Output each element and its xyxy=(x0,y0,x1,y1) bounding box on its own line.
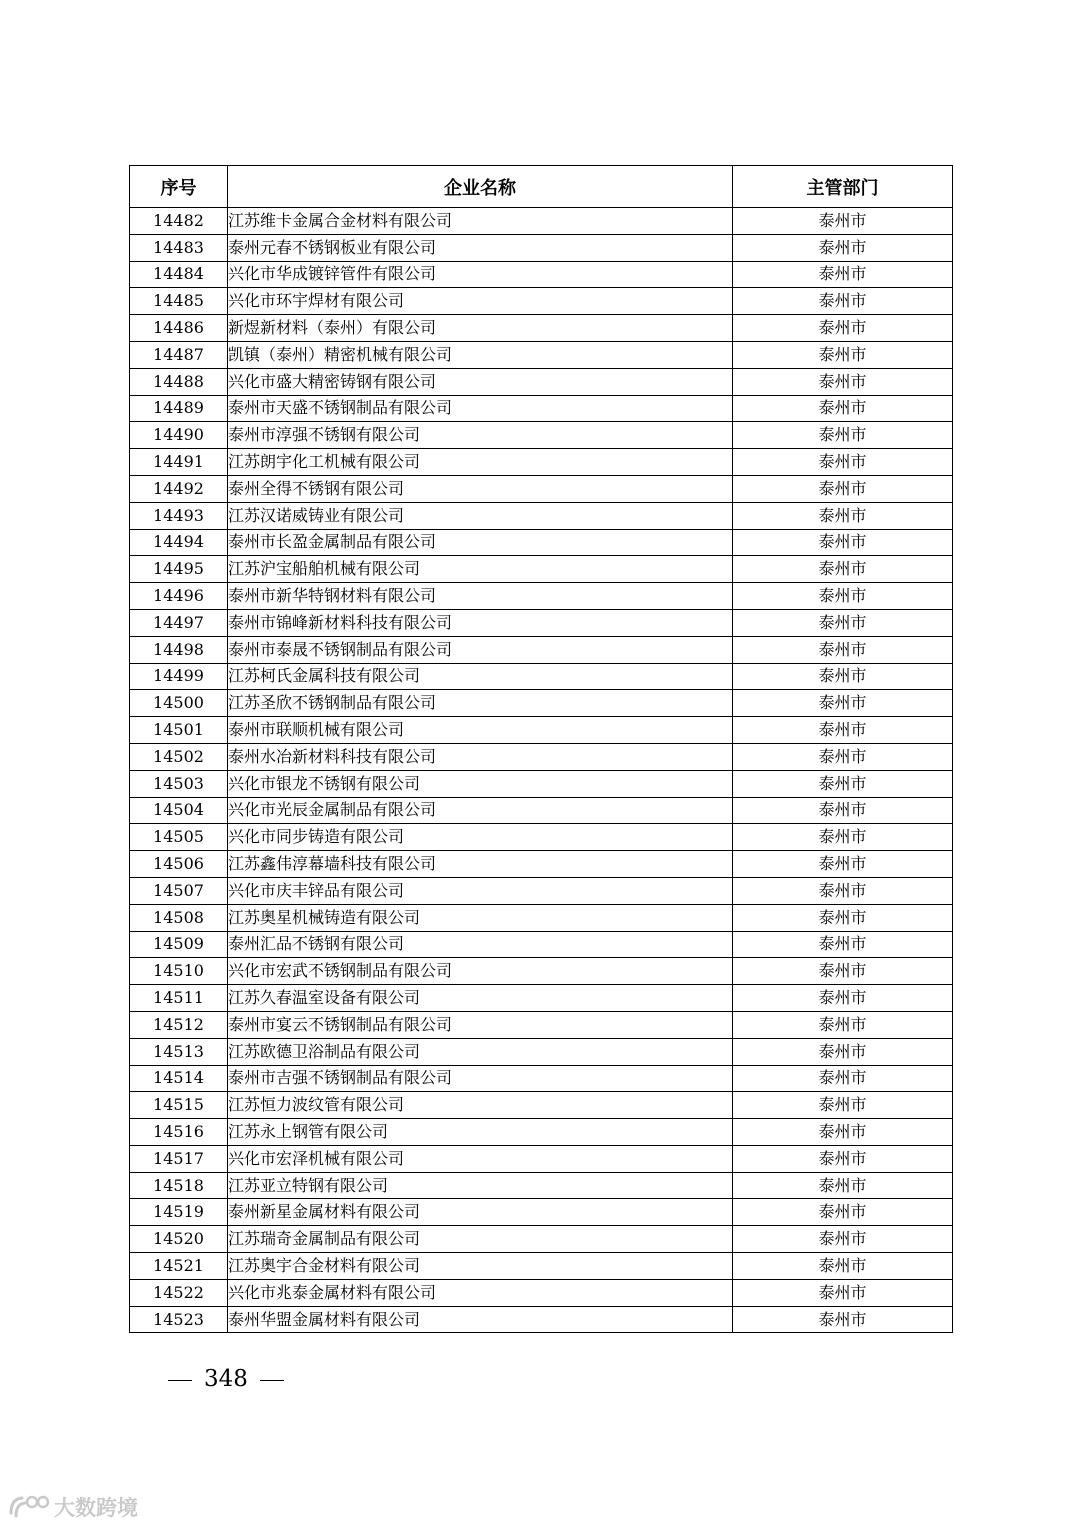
table-row xyxy=(130,636,953,663)
cell-company-name: 兴化市宏武不锈钢制品有限公司 xyxy=(228,958,733,985)
cell-serial-number: 14514 xyxy=(130,1065,228,1092)
cell-company-name: 凯镇（泰州）精密机械有限公司 xyxy=(228,341,733,368)
cell-department: 泰州市 xyxy=(733,583,953,610)
cell-department: 泰州市 xyxy=(733,851,953,878)
cell-company-name: 泰州市天盛不锈钢制品有限公司 xyxy=(228,395,733,422)
cell-serial-number: 14486 xyxy=(130,315,228,342)
enterprise-table xyxy=(129,165,953,1333)
table-row xyxy=(130,1172,953,1199)
cell-serial-number: 14487 xyxy=(130,341,228,368)
cell-company-name: 江苏圣欣不锈钢制品有限公司 xyxy=(228,690,733,717)
cell-serial-number: 14496 xyxy=(130,583,228,610)
cell-department: 泰州市 xyxy=(733,1172,953,1199)
table-row xyxy=(130,475,953,502)
cell-company-name: 江苏维卡金属合金材料有限公司 xyxy=(228,208,733,235)
cell-department: 泰州市 xyxy=(733,529,953,556)
cell-company-name: 兴化市盛大精密铸钢有限公司 xyxy=(228,368,733,395)
table-row xyxy=(130,1011,953,1038)
cell-department: 泰州市 xyxy=(733,475,953,502)
cell-company-name: 江苏汉诺威铸业有限公司 xyxy=(228,502,733,529)
cell-serial-number: 14491 xyxy=(130,449,228,476)
table-row xyxy=(130,529,953,556)
cell-company-name: 江苏欧德卫浴制品有限公司 xyxy=(228,1038,733,1065)
cell-serial-number: 14507 xyxy=(130,877,228,904)
table-row xyxy=(130,1253,953,1280)
cell-serial-number: 14508 xyxy=(130,904,228,931)
cell-department: 泰州市 xyxy=(733,1065,953,1092)
table-row xyxy=(130,770,953,797)
cell-company-name: 江苏柯氏金属科技有限公司 xyxy=(228,663,733,690)
cell-company-name: 泰州水冶新材料科技有限公司 xyxy=(228,743,733,770)
cell-serial-number: 14513 xyxy=(130,1038,228,1065)
cell-serial-number: 14498 xyxy=(130,636,228,663)
cell-department: 泰州市 xyxy=(733,315,953,342)
cell-company-name: 江苏亚立特钢有限公司 xyxy=(228,1172,733,1199)
cell-serial-number: 14489 xyxy=(130,395,228,422)
table-row xyxy=(130,368,953,395)
cell-serial-number: 14501 xyxy=(130,717,228,744)
cell-company-name: 兴化市庆丰锌品有限公司 xyxy=(228,877,733,904)
table-header-row xyxy=(130,166,953,208)
cell-department: 泰州市 xyxy=(733,717,953,744)
cell-company-name: 江苏瑞奇金属制品有限公司 xyxy=(228,1226,733,1253)
cell-serial-number: 14512 xyxy=(130,1011,228,1038)
cell-company-name: 兴化市光辰金属制品有限公司 xyxy=(228,797,733,824)
table-row xyxy=(130,502,953,529)
table-row xyxy=(130,395,953,422)
cell-department: 泰州市 xyxy=(733,1253,953,1280)
cell-company-name: 江苏鑫伟淳幕墙科技有限公司 xyxy=(228,851,733,878)
cell-company-name: 泰州全得不锈钢有限公司 xyxy=(228,475,733,502)
cell-serial-number: 14510 xyxy=(130,958,228,985)
cell-company-name: 江苏恒力波纹管有限公司 xyxy=(228,1092,733,1119)
cell-serial-number: 14505 xyxy=(130,824,228,851)
cell-serial-number: 14503 xyxy=(130,770,228,797)
cell-serial-number: 14520 xyxy=(130,1226,228,1253)
cell-department: 泰州市 xyxy=(733,1145,953,1172)
table-body xyxy=(130,208,953,1333)
cell-company-name: 兴化市银龙不锈钢有限公司 xyxy=(228,770,733,797)
table-row xyxy=(130,288,953,315)
table-row xyxy=(130,877,953,904)
cell-department: 泰州市 xyxy=(733,422,953,449)
table-row xyxy=(130,931,953,958)
cell-company-name: 泰州市长盈金属制品有限公司 xyxy=(228,529,733,556)
cell-company-name: 兴化市兆泰金属材料有限公司 xyxy=(228,1279,733,1306)
cell-department: 泰州市 xyxy=(733,449,953,476)
cell-serial-number: 14500 xyxy=(130,690,228,717)
cell-serial-number: 14499 xyxy=(130,663,228,690)
table-row xyxy=(130,985,953,1012)
cell-company-name: 泰州市泰晟不锈钢制品有限公司 xyxy=(228,636,733,663)
table-row xyxy=(130,1279,953,1306)
cell-department: 泰州市 xyxy=(733,985,953,1012)
cell-company-name: 泰州新星金属材料有限公司 xyxy=(228,1199,733,1226)
table-row xyxy=(130,583,953,610)
cell-company-name: 泰州市联顺机械有限公司 xyxy=(228,717,733,744)
cell-serial-number: 14522 xyxy=(130,1279,228,1306)
cell-department: 泰州市 xyxy=(733,1011,953,1038)
cell-department: 泰州市 xyxy=(733,1092,953,1119)
cell-serial-number: 14517 xyxy=(130,1145,228,1172)
page-footer xyxy=(168,1366,284,1392)
cell-company-name: 泰州市锦峰新材料科技有限公司 xyxy=(228,609,733,636)
table-row xyxy=(130,1226,953,1253)
table-row xyxy=(130,1199,953,1226)
cell-serial-number: 14485 xyxy=(130,288,228,315)
cell-company-name: 新煜新材料（泰州）有限公司 xyxy=(228,315,733,342)
cell-serial-number: 14523 xyxy=(130,1306,228,1333)
cell-department: 泰州市 xyxy=(733,609,953,636)
table-row xyxy=(130,797,953,824)
table-row xyxy=(130,717,953,744)
cell-company-name: 江苏朗宇化工机械有限公司 xyxy=(228,449,733,476)
table-row xyxy=(130,824,953,851)
table-row xyxy=(130,341,953,368)
cell-serial-number: 14493 xyxy=(130,502,228,529)
cell-department: 泰州市 xyxy=(733,341,953,368)
table-row xyxy=(130,556,953,583)
cell-company-name: 江苏沪宝船舶机械有限公司 xyxy=(228,556,733,583)
header-serial-number: 序号 xyxy=(130,166,228,208)
cell-department: 泰州市 xyxy=(733,1226,953,1253)
cell-serial-number: 14492 xyxy=(130,475,228,502)
cell-serial-number: 14518 xyxy=(130,1172,228,1199)
cell-department: 泰州市 xyxy=(733,502,953,529)
cell-serial-number: 14494 xyxy=(130,529,228,556)
cell-company-name: 江苏久春温室设备有限公司 xyxy=(228,985,733,1012)
cell-serial-number: 14490 xyxy=(130,422,228,449)
table-row xyxy=(130,851,953,878)
table-row xyxy=(130,743,953,770)
cell-department: 泰州市 xyxy=(733,556,953,583)
table-row xyxy=(130,609,953,636)
cell-company-name: 泰州市淳强不锈钢有限公司 xyxy=(228,422,733,449)
watermark-text: 大数跨境 xyxy=(54,1496,138,1520)
cell-department: 泰州市 xyxy=(733,395,953,422)
cell-department: 泰州市 xyxy=(733,1279,953,1306)
cell-company-name: 泰州元春不锈钢板业有限公司 xyxy=(228,234,733,261)
cell-department: 泰州市 xyxy=(733,208,953,235)
table-row xyxy=(130,422,953,449)
cell-department: 泰州市 xyxy=(733,690,953,717)
table-row xyxy=(130,449,953,476)
table-row xyxy=(130,1092,953,1119)
cell-company-name: 兴化市华成镀锌管件有限公司 xyxy=(228,261,733,288)
table-row xyxy=(130,904,953,931)
table-row xyxy=(130,1119,953,1146)
cell-company-name: 泰州市吉强不锈钢制品有限公司 xyxy=(228,1065,733,1092)
cell-department: 泰州市 xyxy=(733,1119,953,1146)
cell-department: 泰州市 xyxy=(733,877,953,904)
cell-serial-number: 14495 xyxy=(130,556,228,583)
table-row xyxy=(130,234,953,261)
cell-company-name: 泰州市新华特钢材料有限公司 xyxy=(228,583,733,610)
cell-department: 泰州市 xyxy=(733,663,953,690)
cell-serial-number: 14483 xyxy=(130,234,228,261)
table-row xyxy=(130,663,953,690)
cell-serial-number: 14521 xyxy=(130,1253,228,1280)
cell-serial-number: 14504 xyxy=(130,797,228,824)
table-row xyxy=(130,261,953,288)
cell-serial-number: 14509 xyxy=(130,931,228,958)
cell-department: 泰州市 xyxy=(733,904,953,931)
cell-serial-number: 14482 xyxy=(130,208,228,235)
cell-company-name: 兴化市环宇焊材有限公司 xyxy=(228,288,733,315)
brand-logo-icon xyxy=(8,1493,50,1521)
cell-serial-number: 14484 xyxy=(130,261,228,288)
cell-department: 泰州市 xyxy=(733,743,953,770)
page-number: 348 xyxy=(204,1366,248,1392)
cell-department: 泰州市 xyxy=(733,288,953,315)
cell-serial-number: 14515 xyxy=(130,1092,228,1119)
cell-department: 泰州市 xyxy=(733,261,953,288)
cell-department: 泰州市 xyxy=(733,958,953,985)
table-row xyxy=(130,1065,953,1092)
cell-serial-number: 14497 xyxy=(130,609,228,636)
cell-serial-number: 14516 xyxy=(130,1119,228,1146)
cell-department: 泰州市 xyxy=(733,1306,953,1333)
cell-department: 泰州市 xyxy=(733,636,953,663)
cell-serial-number: 14506 xyxy=(130,851,228,878)
table-row xyxy=(130,208,953,235)
cell-department: 泰州市 xyxy=(733,797,953,824)
table-row xyxy=(130,1038,953,1065)
cell-department: 泰州市 xyxy=(733,770,953,797)
cell-department: 泰州市 xyxy=(733,824,953,851)
cell-serial-number: 14519 xyxy=(130,1199,228,1226)
cell-company-name: 兴化市同步铸造有限公司 xyxy=(228,824,733,851)
footer-dash-left xyxy=(168,1380,192,1381)
cell-department: 泰州市 xyxy=(733,234,953,261)
cell-company-name: 兴化市宏泽机械有限公司 xyxy=(228,1145,733,1172)
header-department: 主管部门 xyxy=(733,166,953,208)
table-row xyxy=(130,690,953,717)
cell-serial-number: 14511 xyxy=(130,985,228,1012)
cell-department: 泰州市 xyxy=(733,931,953,958)
table-row xyxy=(130,1145,953,1172)
header-company-name: 企业名称 xyxy=(228,166,733,208)
cell-company-name: 泰州汇品不锈钢有限公司 xyxy=(228,931,733,958)
cell-company-name: 江苏奥星机械铸造有限公司 xyxy=(228,904,733,931)
cell-department: 泰州市 xyxy=(733,368,953,395)
footer-dash-right xyxy=(260,1380,284,1381)
cell-serial-number: 14488 xyxy=(130,368,228,395)
table-row xyxy=(130,958,953,985)
table-row xyxy=(130,315,953,342)
cell-company-name: 泰州华盟金属材料有限公司 xyxy=(228,1306,733,1333)
table-row xyxy=(130,1306,953,1333)
cell-company-name: 江苏永上钢管有限公司 xyxy=(228,1119,733,1146)
cell-department: 泰州市 xyxy=(733,1038,953,1065)
watermark xyxy=(8,1492,138,1522)
cell-serial-number: 14502 xyxy=(130,743,228,770)
cell-company-name: 江苏奥宇合金材料有限公司 xyxy=(228,1253,733,1280)
cell-company-name: 泰州市宴云不锈钢制品有限公司 xyxy=(228,1011,733,1038)
cell-department: 泰州市 xyxy=(733,1199,953,1226)
